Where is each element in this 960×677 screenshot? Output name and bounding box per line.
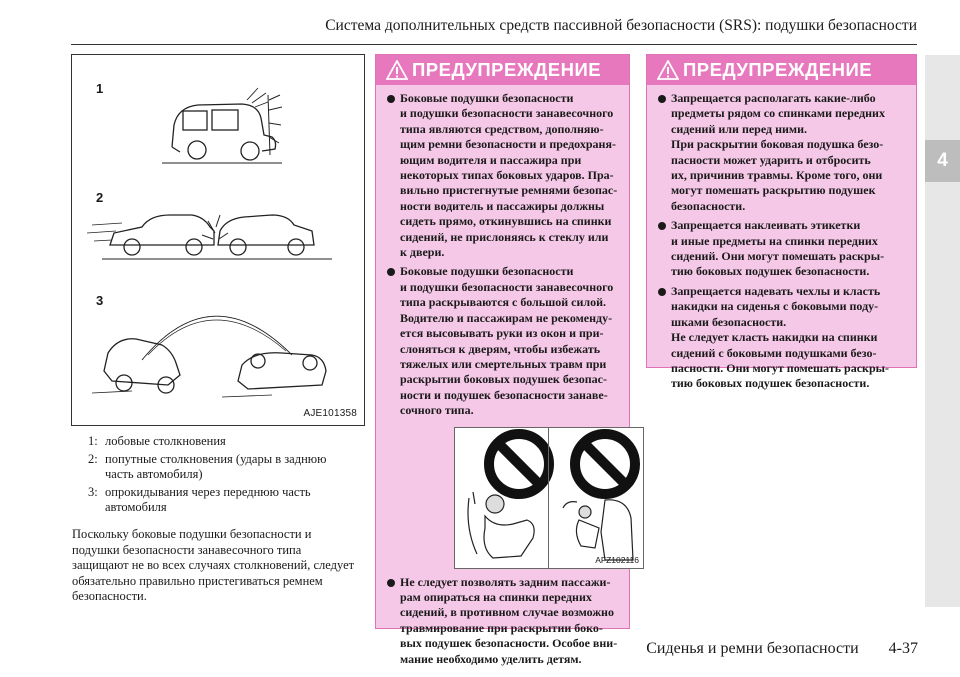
warning-item: Запрещается наклеивать этикетки и иные предметы на спинки передних сидений. Они могут помешать раскры- тию боковых подушек безопасности.	[658, 218, 908, 280]
rear-collision-cars	[87, 215, 332, 259]
bullet-dot	[387, 268, 395, 276]
illustration-code: AFZ102116	[595, 554, 639, 565]
body-paragraph: Поскольку боковые подушки безопасности и подушки безопасности занавесочного типа защищают не во всех случаях столкновений, следует обязательно правильно пристегиваться ремнем безопасности.	[72, 527, 355, 604]
warning-item: Запрещается располагать какие-либо предметы рядом со спинками передних сидений или перед ними. При раскрытии боковая подушка безо- пасности может ударить и отбросить их, причинив травмы. Кроме того, они могут помешать раскрытию подушек безопасности.	[658, 91, 908, 214]
legend-item: 1: лобовые столкновения	[88, 434, 226, 448]
side-tab-strip	[925, 55, 960, 607]
warning-header	[647, 55, 916, 85]
figure-label-2: 2	[96, 190, 104, 205]
legend-item: 3: опрокидывания через переднюю часть автомобиля	[88, 484, 311, 514]
warning-item: Боковые подушки безопасности и подушки безопасности занавесочного типа являются средством, дополняю- щим ремни безопасности и предохраня- ющим водителя и пассажира при некоторых типах боковых ударов. Пра- вильно пристегнутые ремнями безопас- ности водитель и пассажиры должны сидеть прямо, откинувшись на спинки сидений, не прислоняясь к стеклу или к двери.	[387, 91, 621, 260]
bullet-dot	[387, 579, 395, 587]
warning-item: Боковые подушки безопасности и подушки безопасности занавесочного типа раскрываются с большой силой. Водителю и пассажирам не рекоменду- ется высовывать руки из окон и при- слоняться к дверям, чтобы избежать тяжелых или смертельных травм при раскрытии боковых подушек безопас- ности и подушек безопасности занаве- сочного типа.	[387, 264, 621, 418]
header-rule	[71, 44, 917, 45]
page-footer	[600, 640, 918, 658]
warning-item: Запрещается надевать чехлы и класть накидки на сиденья с боковыми поду- шками безопасности. Не следует класть накидки на спинки сидений с боковыми подушками безо- пасности. Они могут помешать раскры- тию боковых подушек безопасности.	[658, 284, 908, 392]
chapter-tab[interactable]: 4	[925, 140, 960, 182]
page-header-title: Система дополнительных средств пассивной безопасности (SRS): подушки безопасности	[325, 17, 917, 34]
warning-triangle-icon	[657, 60, 679, 80]
figure-label-3: 3	[96, 293, 104, 308]
child-seat-figure	[563, 499, 633, 559]
collision-illustrations	[72, 55, 364, 425]
bullet-dot	[658, 222, 666, 230]
warning-item: Не следует позволять задним пассажи- рам опираться на спинки передних сидений, в противном случае возможно травмирование при раскрытии боко- вых подушек безопасности. Особое вни- мание необходимо уделить детям.	[387, 575, 621, 667]
collision-figure	[71, 54, 365, 426]
bullet-dot	[658, 95, 666, 103]
legend-item: 2: попутные столкновения (удары в заднюю часть автомобиля)	[88, 451, 327, 481]
warning-box-right	[646, 54, 917, 391]
warning-title: ПРЕДУПРЕЖДЕНИЕ	[683, 59, 873, 80]
rollover-cars	[92, 316, 326, 397]
bullet-dot	[387, 95, 395, 103]
warning-title: ПРЕДУПРЕЖДЕНИЕ	[412, 59, 602, 80]
no-entry-icon	[575, 434, 635, 494]
warning-box-middle	[375, 54, 639, 666]
figure-label-1: 1	[96, 81, 104, 96]
warning-header	[376, 55, 629, 85]
figure-code: AJE101358	[303, 408, 357, 419]
page-number: 4-37	[888, 640, 918, 657]
front-collision-car	[162, 88, 282, 163]
no-entry-icon	[489, 434, 549, 494]
prohibition-illustration	[454, 427, 644, 569]
bullet-dot	[658, 288, 666, 296]
warning-triangle-icon	[386, 60, 408, 80]
passenger-leaning-figure	[468, 492, 534, 558]
footer-section: Сиденья и ремни безопасности	[646, 640, 859, 657]
figure-legend	[88, 434, 358, 518]
